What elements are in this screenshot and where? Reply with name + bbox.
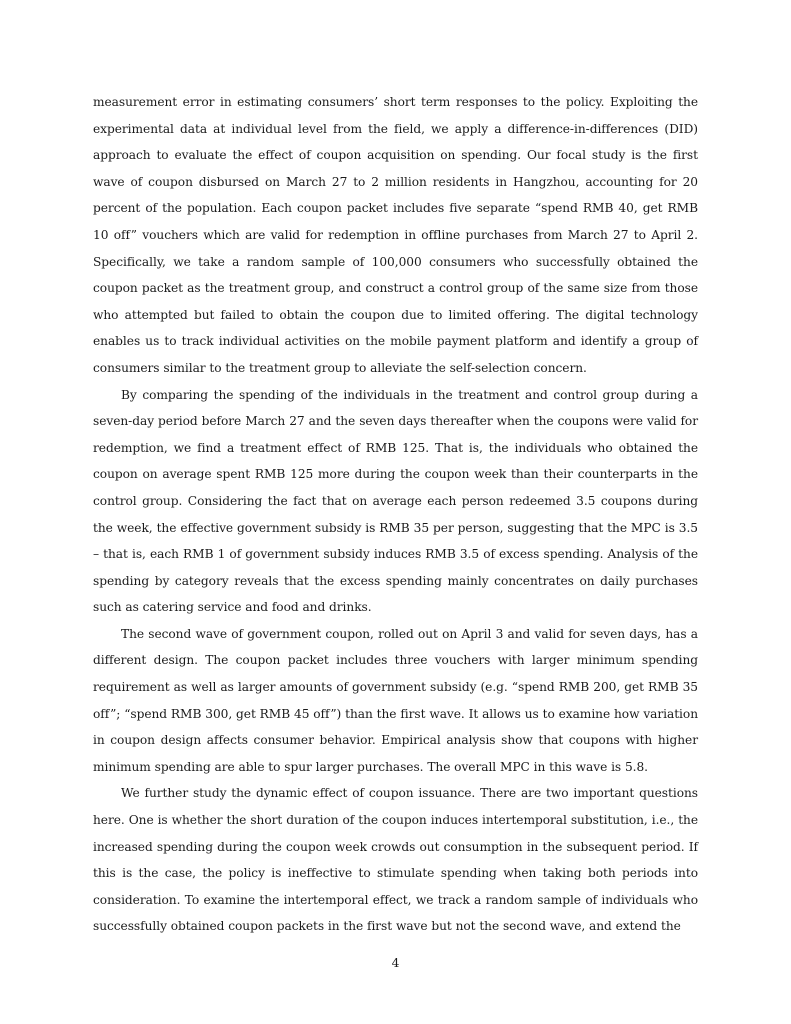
paragraph-treatment-effect: By comparing the spending of the individuals in the treatment and control group during a seven-day period before March 27 and the seven days thereafter when the coupons were valid for redemption, we find a treatment effect of RMB 125. That is, the individuals who obtained the coupon on average spent RMB 125 more during the coupon week than their counterparts in the control group. Considering the fact that on average each person redeemed 3.5 coupons during the week, the effective government subsidy is RMB 35 per person, suggesting that the MPC is 3.5 – that is, each RMB 1 of government subsidy induces RMB 3.5 of excess spending. Analysis of the spending by category reveals that the excess spending mainly concentrates on daily purchases such as catering service and food and drinks. [93,387,698,615]
page-number: 4 [391,956,400,970]
paragraph-dynamic-effect: We further study the dynamic effect of coupon issuance. There are two important questions here. One is whether the short duration of the coupon induces intertemporal substitution, i.e., the increased spending during the coupon week crowds out consumption in the subsequent period. If this is the case, the policy is ineffective to stimulate spending when taking both periods into consideration. To examine the intertemporal effect, we track a random sample of individuals who successfully obtained coupon packets in the first wave but not the second wave, and extend the [93,786,698,934]
paragraph-second-wave: The second wave of government coupon, rolled out on April 3 and valid for seven days, has a different design. The coupon packet includes three vouchers with larger minimum spending requirement as well as larger amounts of government subsidy (e.g. “spend RMB 200, get RMB 35 off”; “spend RMB 300, get RMB 45 off”) than the first wave. It allows us to examine how variation in coupon design affects consumer behavior. Empirical analysis show that coupons with higher minimum spending are able to spur larger purchases. The overall MPC in this wave is 5.8. [93,626,698,774]
paragraph-continuation: measurement error in estimating consumers’ short term responses to the policy. Exploiting the experimental data at individual level from the field, we apply a difference-in-differences (DID) approach to evaluate the effect of coupon acquisition on spending. Our focal study is the first wave of coupon disbursed on March 27 to 2 million residents in Hangzhou, accounting for 20 percent of the population. Each coupon packet includes five separate “spend RMB 40, get RMB 10 off” vouchers which are valid for redemption in offline purchases from March 27 to April 2. Specifically, we take a random sample of 100,000 consumers who successfully obtained the coupon packet as the treatment group, and construct a control group of the same size from those who attempted but failed to obtain the coupon due to limited offering. The digital technology enables us to track individual activities on the mobile payment platform and identify a group of consumers similar to the treatment group to alleviate the self-selection concern. [93,95,698,375]
body-text [93,89,698,940]
